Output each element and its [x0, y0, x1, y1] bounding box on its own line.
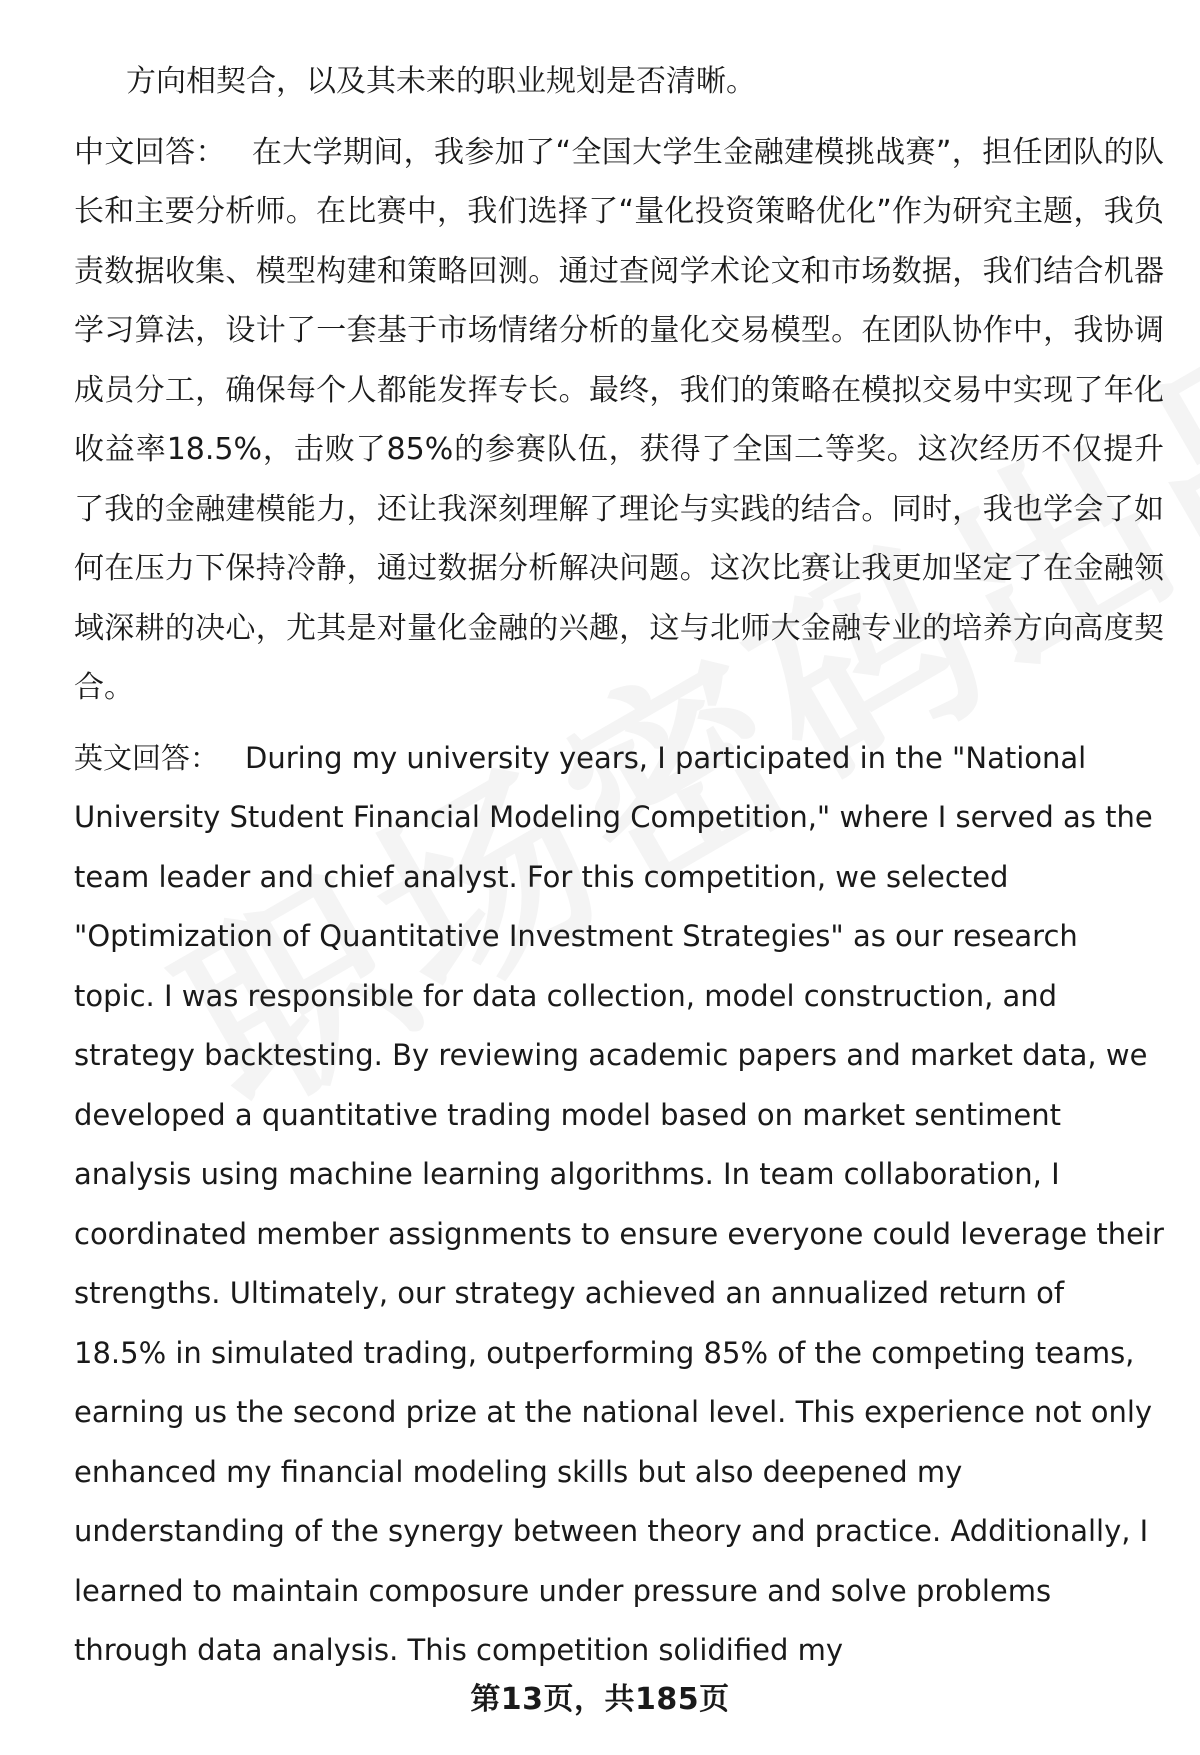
english-answer-label: 英文回答： — [74, 740, 220, 775]
english-answer-paragraph — [74, 729, 1164, 1681]
page-number-footer: 第13页，共185页 — [470, 1682, 730, 1717]
chinese-answer-text: 在大学期间，我参加了“全国大学生金融建模挑战赛”，担任团队的队长和主要分析师。在比赛中，我们选择了“量化投资策略优化”作为研究主题，我负责数据收集、模型构建和策略回测。通过查阅学术论文和市场数据，我们结合机器学习算法，设计了一套基于市场情绪分析的量化交易模型。在团队协作中，我协调成员分工，确保每个人都能发挥专长。最终，我们的策略在模拟交易中实现了年化收益率18.5%，击败了85%的参赛队伍，获得了全国二等奖。这次经历不仅提升了我的金融建模能力，还让我深刻理解了理论与实践的结合。同时，我也学会了如何在压力下保持冷静，通过数据分析解决问题。这次比赛让我更加坚定了在金融领域深耕的决心，尤其是对量化金融的兴趣，这与北师大金融专业的培养方向高度契合。 — [74, 134, 1164, 705]
chinese-answer-paragraph — [74, 123, 1164, 718]
english-answer-text: During my university years, I participated in the "National University Student Financial Modeling Competition," where I served as the team leader and chief analyst. For this competition, we selected "Optimization of Quantitative Investment Strategies" as our research topic. I was responsible for data collection, model construction, and strategy backtesting. By reviewing academic papers and market data, we developed a quantitative trading model based on market sentiment analysis using machine learning algorithms. In team collaboration, I coordinated member assignments to ensure everyone could leverage their strengths. Ultimately, our strategy achieved an annualized return of 18.5% in simulated trading, outperforming 85% of the competing teams, earning us the second prize at the national level. This experience not only enhanced my financial modeling skills but also deepened my understanding of the synergy between theory and practice. Additionally, I learned to maintain composure under pressure and solve problems through data analysis. This competition solidified my — [74, 740, 1164, 1667]
chinese-answer-label: 中文回答： — [74, 134, 226, 170]
question-tail-text: 方向相契合，以及其未来的职业规划是否清晰。 — [126, 64, 756, 99]
document-page — [74, 52, 1164, 1681]
